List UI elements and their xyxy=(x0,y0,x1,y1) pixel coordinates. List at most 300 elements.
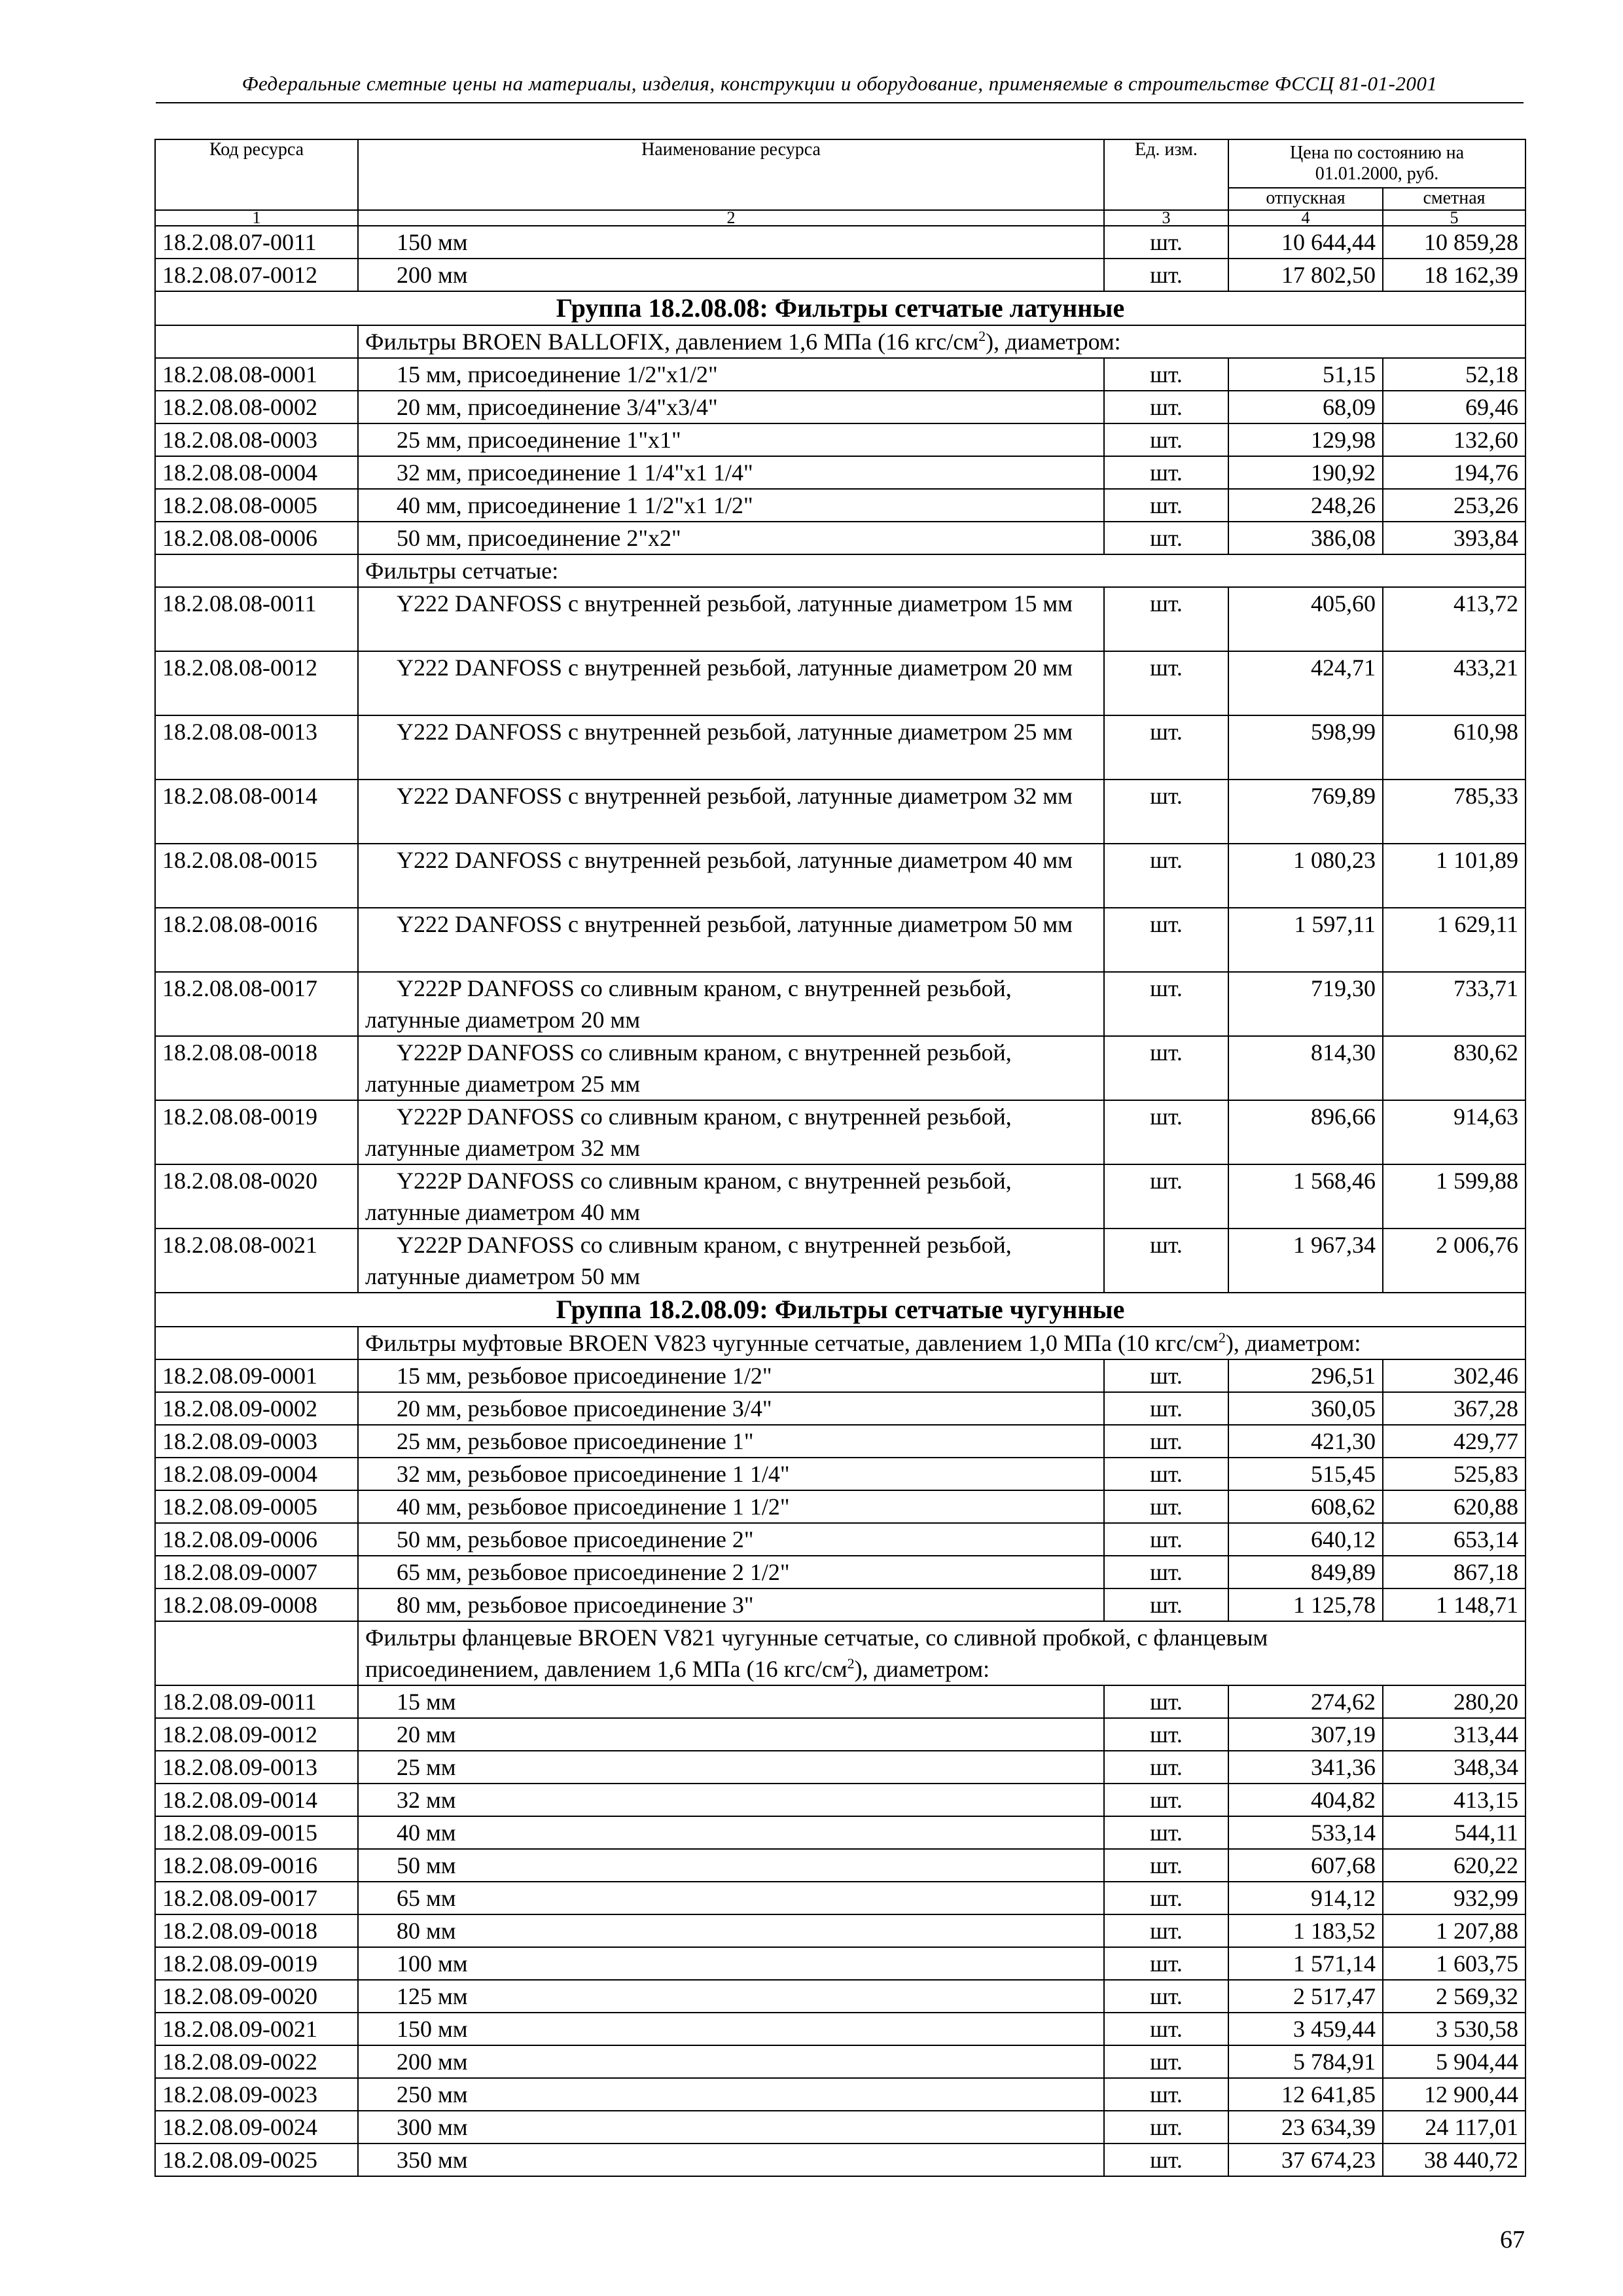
unit-of-measure: шт. xyxy=(1104,1947,1228,1980)
table-row xyxy=(155,2144,1525,2176)
group-title: Группа 18.2.08.08: Фильтры сетчатые латунные xyxy=(155,291,1525,325)
table-row xyxy=(155,456,1525,489)
resource-name: 250 мм xyxy=(358,2078,1104,2111)
release-price: 640,12 xyxy=(1228,1523,1383,1556)
column-number-row xyxy=(155,210,1525,226)
resource-name: 50 мм xyxy=(358,1849,1104,1882)
subgroup-title xyxy=(358,1621,1525,1685)
subgroup-title-line: Фильтры фланцевые BROEN V821 чугунные сетчатые, со сливной пробкой, с фланцевым xyxy=(365,1624,1268,1651)
unit-of-measure: шт. xyxy=(1104,587,1228,651)
resource-code: 18.2.08.09-0019 xyxy=(155,1947,358,1980)
subgroup-title-text: ), диаметром: xyxy=(1225,1330,1361,1356)
resource-name: 15 мм, резьбовое присоединение 1/2" xyxy=(358,1359,1104,1392)
unit-of-measure: шт. xyxy=(1104,1490,1228,1523)
subgroup-row xyxy=(155,325,1525,358)
resource-name xyxy=(358,715,1104,780)
unit-of-measure: шт. xyxy=(1104,1556,1228,1588)
resource-code: 18.2.08.08-0017 xyxy=(155,972,358,1036)
estimate-price: 429,77 xyxy=(1383,1425,1525,1458)
estimate-price: 69,46 xyxy=(1383,391,1525,423)
resource-code: 18.2.08.08-0003 xyxy=(155,423,358,456)
unit-of-measure: шт. xyxy=(1104,1164,1228,1229)
unit-of-measure: шт. xyxy=(1104,1718,1228,1751)
subgroup-row xyxy=(155,1621,1525,1685)
column-number: 4 xyxy=(1228,210,1383,226)
table-row xyxy=(155,1229,1525,1293)
release-price: 533,14 xyxy=(1228,1816,1383,1849)
table-row xyxy=(155,780,1525,844)
resource-name: 40 мм, резьбовое присоединение 1 1/2" xyxy=(358,1490,1104,1523)
table-row xyxy=(155,1816,1525,1849)
col-header-price: Цена по состоянию на 01.01.2000, руб. xyxy=(1228,139,1525,188)
estimate-price: 10 859,28 xyxy=(1383,226,1525,259)
estimate-price: 914,63 xyxy=(1383,1100,1525,1164)
release-price: 1 080,23 xyxy=(1228,844,1383,908)
resource-name: 50 мм, присоединение 2"x2" xyxy=(358,522,1104,554)
resource-code: 18.2.08.08-0016 xyxy=(155,908,358,972)
resource-name: 25 мм, присоединение 1"x1" xyxy=(358,423,1104,456)
resource-name-text: Y222 DANFOSS с внутренней резьбой, латунные диаметром 32 мм xyxy=(397,783,1073,809)
resource-name: 32 мм xyxy=(358,1784,1104,1816)
estimate-price: 1 603,75 xyxy=(1383,1947,1525,1980)
column-number: 5 xyxy=(1383,210,1525,226)
release-price: 404,82 xyxy=(1228,1784,1383,1816)
resource-name: 20 мм xyxy=(358,1718,1104,1751)
resource-name: 15 мм xyxy=(358,1685,1104,1718)
header-rule xyxy=(156,102,1524,103)
table-row xyxy=(155,2013,1525,2045)
unit-of-measure: шт. xyxy=(1104,391,1228,423)
release-price: 12 641,85 xyxy=(1228,2078,1383,2111)
unit-of-measure: шт. xyxy=(1104,2045,1228,2078)
resource-name xyxy=(358,908,1104,972)
unit-of-measure: шт. xyxy=(1104,780,1228,844)
estimate-price: 313,44 xyxy=(1383,1718,1525,1751)
column-number: 2 xyxy=(358,210,1104,226)
resource-name: 50 мм, резьбовое присоединение 2" xyxy=(358,1523,1104,1556)
unit-of-measure: шт. xyxy=(1104,1816,1228,1849)
resource-name xyxy=(358,651,1104,715)
resource-name: 125 мм xyxy=(358,1980,1104,2013)
resource-name: 150 мм xyxy=(358,2013,1104,2045)
unit-of-measure: шт. xyxy=(1104,259,1228,291)
resource-code: 18.2.08.09-0023 xyxy=(155,2078,358,2111)
release-price: 607,68 xyxy=(1228,1849,1383,1882)
col-header-code: Код ресурса xyxy=(155,139,358,210)
unit-of-measure: шт. xyxy=(1104,651,1228,715)
unit-of-measure: шт. xyxy=(1104,2111,1228,2144)
unit-of-measure: шт. xyxy=(1104,1392,1228,1425)
table-row xyxy=(155,2078,1525,2111)
resource-code: 18.2.08.08-0011 xyxy=(155,587,358,651)
col-header-estimate-price: сметная xyxy=(1383,188,1525,210)
resource-code: 18.2.08.09-0004 xyxy=(155,1458,358,1490)
release-price: 405,60 xyxy=(1228,587,1383,651)
unit-of-measure: шт. xyxy=(1104,1425,1228,1458)
col-header-name: Наименование ресурса xyxy=(358,139,1104,210)
subgroup-row xyxy=(155,554,1525,587)
superscript: 2 xyxy=(847,1655,855,1672)
estimate-price: 653,14 xyxy=(1383,1523,1525,1556)
resource-code: 18.2.08.08-0006 xyxy=(155,522,358,554)
estimate-price: 525,83 xyxy=(1383,1458,1525,1490)
resource-code: 18.2.08.08-0013 xyxy=(155,715,358,780)
release-price: 51,15 xyxy=(1228,358,1383,391)
release-price: 274,62 xyxy=(1228,1685,1383,1718)
resource-name: 40 мм, присоединение 1 1/2"x1 1/2" xyxy=(358,489,1104,522)
table-row xyxy=(155,587,1525,651)
subgroup-title xyxy=(358,1327,1525,1359)
release-price: 421,30 xyxy=(1228,1425,1383,1458)
release-price: 608,62 xyxy=(1228,1490,1383,1523)
release-price: 1 597,11 xyxy=(1228,908,1383,972)
estimate-price: 620,22 xyxy=(1383,1849,1525,1882)
release-price: 515,45 xyxy=(1228,1458,1383,1490)
resource-code: 18.2.08.08-0015 xyxy=(155,844,358,908)
resource-code: 18.2.08.09-0008 xyxy=(155,1588,358,1621)
resource-code: 18.2.08.07-0011 xyxy=(155,226,358,259)
resource-code: 18.2.08.09-0001 xyxy=(155,1359,358,1392)
unit-of-measure: шт. xyxy=(1104,972,1228,1036)
unit-of-measure: шт. xyxy=(1104,1751,1228,1784)
table-row xyxy=(155,715,1525,780)
release-price: 1 568,46 xyxy=(1228,1164,1383,1229)
resource-name: 20 мм, присоединение 3/4"x3/4" xyxy=(358,391,1104,423)
resource-name: 350 мм xyxy=(358,2144,1104,2176)
resource-code: 18.2.08.09-0025 xyxy=(155,2144,358,2176)
resource-name xyxy=(358,844,1104,908)
price-table-body xyxy=(155,139,1525,2176)
table-row xyxy=(155,1784,1525,1816)
table-row xyxy=(155,259,1525,291)
release-price: 1 125,78 xyxy=(1228,1588,1383,1621)
unit-of-measure: шт. xyxy=(1104,226,1228,259)
unit-of-measure: шт. xyxy=(1104,1523,1228,1556)
estimate-price: 253,26 xyxy=(1383,489,1525,522)
resource-name-text: Y222 DANFOSS с внутренней резьбой, латунные диаметром 15 мм xyxy=(397,590,1073,617)
resource-name: 65 мм xyxy=(358,1882,1104,1914)
release-price: 341,36 xyxy=(1228,1751,1383,1784)
release-price: 769,89 xyxy=(1228,780,1383,844)
resource-name-text: Y222 DANFOSS с внутренней резьбой, латунные диаметром 25 мм xyxy=(397,719,1073,745)
unit-of-measure: шт. xyxy=(1104,1849,1228,1882)
column-number: 1 xyxy=(155,210,358,226)
estimate-price: 2 569,32 xyxy=(1383,1980,1525,2013)
resource-code: 18.2.08.08-0002 xyxy=(155,391,358,423)
unit-of-measure: шт. xyxy=(1104,358,1228,391)
resource-name: 100 мм xyxy=(358,1947,1104,1980)
release-price: 1 571,14 xyxy=(1228,1947,1383,1980)
resource-code: 18.2.08.09-0018 xyxy=(155,1914,358,1947)
table-row xyxy=(155,1100,1525,1164)
release-price: 23 634,39 xyxy=(1228,2111,1383,2144)
unit-of-measure: шт. xyxy=(1104,1980,1228,2013)
page-header: Федеральные сметные цены на материалы, изделия, конструкции и оборудование, применяемые в строительстве ФССЦ 81-01-2001 xyxy=(241,72,1438,95)
table-row xyxy=(155,972,1525,1036)
table-row xyxy=(155,1490,1525,1523)
release-price: 190,92 xyxy=(1228,456,1383,489)
resource-code: 18.2.08.09-0006 xyxy=(155,1523,358,1556)
unit-of-measure: шт. xyxy=(1104,2013,1228,2045)
release-price: 386,08 xyxy=(1228,522,1383,554)
table-row xyxy=(155,522,1525,554)
resource-name-text: Y222P DANFOSS со сливным краном, с внутренней резьбой, латунные диаметром 25 мм xyxy=(365,1039,1012,1097)
resource-code: 18.2.08.09-0024 xyxy=(155,2111,358,2144)
unit-of-measure: шт. xyxy=(1104,1458,1228,1490)
subgroup-title-text: Фильтры муфтовые BROEN V823 чугунные сетчатые, давлением 1,0 МПа (10 кгс/см xyxy=(365,1330,1219,1356)
estimate-price: 52,18 xyxy=(1383,358,1525,391)
resource-code: 18.2.08.08-0001 xyxy=(155,358,358,391)
unit-of-measure: шт. xyxy=(1104,908,1228,972)
resource-name-text: Y222P DANFOSS со сливным краном, с внутренней резьбой, латунные диаметром 50 мм xyxy=(365,1232,1012,1289)
release-price: 68,09 xyxy=(1228,391,1383,423)
resource-code: 18.2.08.09-0007 xyxy=(155,1556,358,1588)
resource-code: 18.2.08.08-0005 xyxy=(155,489,358,522)
release-price: 17 802,50 xyxy=(1228,259,1383,291)
col-header-unit: Ед. изм. xyxy=(1104,139,1228,210)
resource-code: 18.2.08.09-0002 xyxy=(155,1392,358,1425)
resource-code: 18.2.08.09-0022 xyxy=(155,2045,358,2078)
resource-name: 15 мм, присоединение 1/2"x1/2" xyxy=(358,358,1104,391)
resource-name: 25 мм xyxy=(358,1751,1104,1784)
estimate-price: 12 900,44 xyxy=(1383,2078,1525,2111)
unit-of-measure: шт. xyxy=(1104,1784,1228,1816)
table-row xyxy=(155,1849,1525,1882)
unit-of-measure: шт. xyxy=(1104,1036,1228,1100)
resource-code: 18.2.08.09-0021 xyxy=(155,2013,358,2045)
resource-name xyxy=(358,1164,1104,1229)
estimate-price: 24 117,01 xyxy=(1383,2111,1525,2144)
subgroup-row xyxy=(155,1327,1525,1359)
table-row xyxy=(155,1458,1525,1490)
release-price: 719,30 xyxy=(1228,972,1383,1036)
unit-of-measure: шт. xyxy=(1104,844,1228,908)
column-number: 3 xyxy=(1104,210,1228,226)
resource-code: 18.2.08.08-0004 xyxy=(155,456,358,489)
estimate-price: 433,21 xyxy=(1383,651,1525,715)
table-header-row xyxy=(155,139,1525,188)
estimate-price: 280,20 xyxy=(1383,1685,1525,1718)
estimate-price: 867,18 xyxy=(1383,1556,1525,1588)
table-row xyxy=(155,391,1525,423)
unit-of-measure: шт. xyxy=(1104,522,1228,554)
resource-code: 18.2.08.09-0013 xyxy=(155,1751,358,1784)
estimate-price: 367,28 xyxy=(1383,1392,1525,1425)
estimate-price: 302,46 xyxy=(1383,1359,1525,1392)
release-price: 849,89 xyxy=(1228,1556,1383,1588)
resource-name: 150 мм xyxy=(358,226,1104,259)
resource-name-text: Y222P DANFOSS со сливным краном, с внутренней резьбой, латунные диаметром 40 мм xyxy=(365,1168,1012,1225)
resource-code: 18.2.08.09-0014 xyxy=(155,1784,358,1816)
page-number: 67 xyxy=(1500,2226,1525,2253)
table-row xyxy=(155,1718,1525,1751)
table-row xyxy=(155,1914,1525,1947)
unit-of-measure: шт. xyxy=(1104,2144,1228,2176)
table-row xyxy=(155,358,1525,391)
unit-of-measure: шт. xyxy=(1104,715,1228,780)
resource-name: 32 мм, присоединение 1 1/4"x1 1/4" xyxy=(358,456,1104,489)
resource-name: 65 мм, резьбовое присоединение 2 1/2" xyxy=(358,1556,1104,1588)
estimate-price: 610,98 xyxy=(1383,715,1525,780)
estimate-price: 1 148,71 xyxy=(1383,1588,1525,1621)
table-row xyxy=(155,1392,1525,1425)
subgroup-title: Фильтры сетчатые: xyxy=(358,554,1525,587)
col-header-release-price: отпускная xyxy=(1228,188,1383,210)
resource-code: 18.2.08.09-0015 xyxy=(155,1816,358,1849)
table-row xyxy=(155,1751,1525,1784)
resource-name xyxy=(358,972,1104,1036)
estimate-price: 1 207,88 xyxy=(1383,1914,1525,1947)
estimate-price: 3 530,58 xyxy=(1383,2013,1525,2045)
resource-code: 18.2.08.09-0020 xyxy=(155,1980,358,2013)
resource-name xyxy=(358,1229,1104,1293)
resource-name-text: Y222P DANFOSS со сливным краном, с внутренней резьбой, латунные диаметром 20 мм xyxy=(365,975,1012,1033)
release-price: 1 967,34 xyxy=(1228,1229,1383,1293)
resource-name: 32 мм, резьбовое присоединение 1 1/4" xyxy=(358,1458,1104,1490)
unit-of-measure: шт. xyxy=(1104,1588,1228,1621)
unit-of-measure: шт. xyxy=(1104,423,1228,456)
subgroup-title-text: присоединением, давлением 1,6 МПа (16 кгс/см xyxy=(365,1656,847,1682)
resource-name-text: Y222 DANFOSS с внутренней резьбой, латунные диаметром 50 мм xyxy=(397,911,1073,937)
estimate-price: 413,15 xyxy=(1383,1784,1525,1816)
price-table xyxy=(154,139,1526,2177)
estimate-price: 18 162,39 xyxy=(1383,259,1525,291)
resource-name xyxy=(358,780,1104,844)
resource-code: 18.2.08.07-0012 xyxy=(155,259,358,291)
estimate-price: 544,11 xyxy=(1383,1816,1525,1849)
release-price: 248,26 xyxy=(1228,489,1383,522)
release-price: 896,66 xyxy=(1228,1100,1383,1164)
subgroup-title-text: Фильтры BROEN BALLOFIX, давлением 1,6 МПа (16 кгс/см xyxy=(365,329,979,355)
table-row xyxy=(155,423,1525,456)
estimate-price: 830,62 xyxy=(1383,1036,1525,1100)
estimate-price: 1 629,11 xyxy=(1383,908,1525,972)
unit-of-measure: шт. xyxy=(1104,1914,1228,1947)
table-row xyxy=(155,1947,1525,1980)
release-price: 360,05 xyxy=(1228,1392,1383,1425)
release-price: 814,30 xyxy=(1228,1036,1383,1100)
release-price: 307,19 xyxy=(1228,1718,1383,1751)
table-row xyxy=(155,1556,1525,1588)
table-row xyxy=(155,1685,1525,1718)
group-heading-row xyxy=(155,1293,1525,1327)
table-row xyxy=(155,1980,1525,2013)
resource-code: 18.2.08.08-0018 xyxy=(155,1036,358,1100)
resource-name: 200 мм xyxy=(358,259,1104,291)
estimate-price: 5 904,44 xyxy=(1383,2045,1525,2078)
table-row xyxy=(155,1882,1525,1914)
resource-code: 18.2.08.08-0021 xyxy=(155,1229,358,1293)
resource-code: 18.2.08.09-0016 xyxy=(155,1849,358,1882)
resource-code: 18.2.08.09-0011 xyxy=(155,1685,358,1718)
unit-of-measure: шт. xyxy=(1104,456,1228,489)
unit-of-measure: шт. xyxy=(1104,1359,1228,1392)
estimate-price: 393,84 xyxy=(1383,522,1525,554)
resource-name xyxy=(358,1100,1104,1164)
group-title: Группа 18.2.08.09: Фильтры сетчатые чугунные xyxy=(155,1293,1525,1327)
estimate-price: 413,72 xyxy=(1383,587,1525,651)
empty-cell xyxy=(155,325,358,358)
resource-code: 18.2.08.09-0017 xyxy=(155,1882,358,1914)
resource-code: 18.2.08.08-0012 xyxy=(155,651,358,715)
estimate-price: 2 006,76 xyxy=(1383,1229,1525,1293)
resource-name-text: Y222 DANFOSS с внутренней резьбой, латунные диаметром 20 мм xyxy=(397,655,1073,681)
release-price: 424,71 xyxy=(1228,651,1383,715)
table-row xyxy=(155,1036,1525,1100)
resource-name: 25 мм, резьбовое присоединение 1" xyxy=(358,1425,1104,1458)
unit-of-measure: шт. xyxy=(1104,2078,1228,2111)
resource-name: 20 мм, резьбовое присоединение 3/4" xyxy=(358,1392,1104,1425)
resource-name: 80 мм xyxy=(358,1914,1104,1947)
release-price: 598,99 xyxy=(1228,715,1383,780)
table-row xyxy=(155,1425,1525,1458)
release-price: 1 183,52 xyxy=(1228,1914,1383,1947)
release-price: 5 784,91 xyxy=(1228,2045,1383,2078)
resource-name-text: Y222 DANFOSS с внутренней резьбой, латунные диаметром 40 мм xyxy=(397,847,1073,873)
estimate-price: 620,88 xyxy=(1383,1490,1525,1523)
table-row xyxy=(155,2045,1525,2078)
release-price: 3 459,44 xyxy=(1228,2013,1383,2045)
resource-code: 18.2.08.09-0005 xyxy=(155,1490,358,1523)
unit-of-measure: шт. xyxy=(1104,489,1228,522)
empty-cell xyxy=(155,1621,358,1685)
resource-name: 40 мм xyxy=(358,1816,1104,1849)
resource-name xyxy=(358,587,1104,651)
release-price: 296,51 xyxy=(1228,1359,1383,1392)
estimate-price: 932,99 xyxy=(1383,1882,1525,1914)
release-price: 914,12 xyxy=(1228,1882,1383,1914)
subgroup-title-text: ), диаметром: xyxy=(854,1656,990,1682)
superscript: 2 xyxy=(978,328,986,344)
resource-code: 18.2.08.09-0003 xyxy=(155,1425,358,1458)
unit-of-measure: шт. xyxy=(1104,1100,1228,1164)
table-row xyxy=(155,908,1525,972)
estimate-price: 785,33 xyxy=(1383,780,1525,844)
table-row xyxy=(155,1359,1525,1392)
table-row xyxy=(155,1523,1525,1556)
resource-name-text: Y222P DANFOSS со сливным краном, с внутренней резьбой, латунные диаметром 32 мм xyxy=(365,1103,1012,1161)
release-price: 129,98 xyxy=(1228,423,1383,456)
unit-of-measure: шт. xyxy=(1104,1882,1228,1914)
group-heading-row xyxy=(155,291,1525,325)
release-price: 2 517,47 xyxy=(1228,1980,1383,2013)
estimate-price: 1 101,89 xyxy=(1383,844,1525,908)
empty-cell xyxy=(155,1327,358,1359)
unit-of-measure: шт. xyxy=(1104,1229,1228,1293)
resource-code: 18.2.08.08-0019 xyxy=(155,1100,358,1164)
table-row xyxy=(155,489,1525,522)
resource-code: 18.2.08.08-0014 xyxy=(155,780,358,844)
resource-name: 200 мм xyxy=(358,2045,1104,2078)
table-row xyxy=(155,2111,1525,2144)
subgroup-title xyxy=(358,325,1525,358)
estimate-price: 348,34 xyxy=(1383,1751,1525,1784)
table-row xyxy=(155,651,1525,715)
estimate-price: 132,60 xyxy=(1383,423,1525,456)
unit-of-measure: шт. xyxy=(1104,1685,1228,1718)
estimate-price: 733,71 xyxy=(1383,972,1525,1036)
release-price: 10 644,44 xyxy=(1228,226,1383,259)
empty-cell xyxy=(155,554,358,587)
resource-code: 18.2.08.08-0020 xyxy=(155,1164,358,1229)
resource-name xyxy=(358,1036,1104,1100)
table-row xyxy=(155,226,1525,259)
table-row xyxy=(155,1164,1525,1229)
resource-code: 18.2.08.09-0012 xyxy=(155,1718,358,1751)
estimate-price: 38 440,72 xyxy=(1383,2144,1525,2176)
table-row xyxy=(155,844,1525,908)
subgroup-title-text: ), диаметром: xyxy=(986,329,1121,355)
